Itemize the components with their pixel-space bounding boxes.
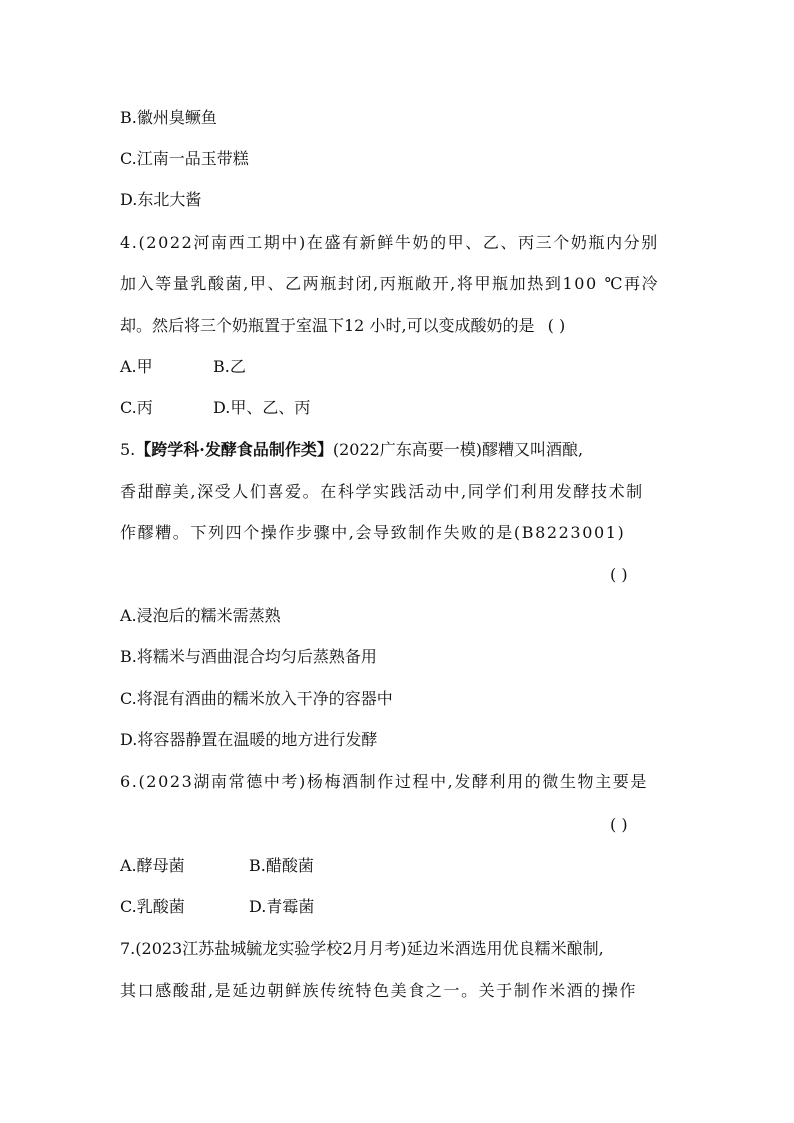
q6-stem-line-1: 6.(2023湖南常德中考)杨梅酒制作过程中,发酵利用的微生物主要是 xyxy=(120,772,648,791)
q3-option-c: C.江南一品玉带糕 xyxy=(120,149,249,168)
q4-option-b: B.乙 xyxy=(213,357,246,376)
q7-stem-line-2: 其口感酸甜,是延边朝鲜族传统特色美食之一。关于制作米酒的操作 xyxy=(120,981,638,1000)
q3-option-b: B.徽州臭鳜鱼 xyxy=(120,108,217,127)
q5-answer-parentheses: ( ) xyxy=(610,565,628,584)
q6-option-d: D.青霉菌 xyxy=(249,897,315,916)
q6-option-b: B.醋酸菌 xyxy=(249,856,314,875)
q5-option-b: B.将糯米与酒曲混合均匀后蒸熟备用 xyxy=(120,647,377,666)
q4-option-a: A.甲 xyxy=(120,357,153,376)
q4-stem-line-2: 加入等量乳酸菌,甲、乙两瓶封闭,丙瓶敞开,将甲瓶加热到100 ℃再冷 xyxy=(120,274,660,293)
q3-option-d: D.东北大酱 xyxy=(120,190,202,209)
q4-options-row-2 xyxy=(120,397,680,419)
q6-answer-parentheses: ( ) xyxy=(610,815,628,834)
q5-stem-line-2: 香甜醇美,深受人们喜爱。在科学实践活动中,同学们利用发酵技术制 xyxy=(120,482,644,501)
q4-answer-parentheses: ( ) xyxy=(547,316,566,335)
q4-stem-line-1: 4.(2022河南西工期中)在盛有新鲜牛奶的甲、乙、丙三个奶瓶内分别 xyxy=(120,233,659,252)
q4-options-row-1 xyxy=(120,356,680,378)
q5-stem-line-1 xyxy=(120,439,680,461)
q6-option-c: C.乳酸菌 xyxy=(120,897,185,916)
q5-option-d: D.将容器静置在温暖的地方进行发酵 xyxy=(120,730,378,749)
q4-option-d: D.甲、乙、丙 xyxy=(213,398,311,417)
q6-option-a: A.酵母菌 xyxy=(120,856,185,875)
q5-option-c: C.将混有酒曲的糯米放入干净的容器中 xyxy=(120,689,393,708)
q7-stem-line-1: 7.(2023江苏盐城毓龙实验学校2月月考)延边米酒选用优良糯米酿制, xyxy=(120,939,604,958)
q5-option-a: A.浸泡后的糯米需蒸熟 xyxy=(120,606,281,625)
q4-stem-text: 却。然后将三个奶瓶置于室温下12 小时,可以变成酸奶的是 xyxy=(120,316,535,335)
q4-stem-line-3 xyxy=(120,315,600,337)
q6-options-row-2 xyxy=(120,896,680,918)
q5-tag: 【跨学科·发酵食品制作类】 xyxy=(135,440,333,459)
q5-number: 5. xyxy=(120,440,136,459)
q6-options-row-1 xyxy=(120,855,680,877)
q5-stem-text: (2022广东高要一模)醪糟又叫酒酿, xyxy=(332,440,584,459)
q4-option-c: C.丙 xyxy=(120,398,153,417)
q5-stem-line-3: 作醪糟。下列四个操作步骤中,会导致制作失败的是(B8223001) xyxy=(120,523,626,542)
